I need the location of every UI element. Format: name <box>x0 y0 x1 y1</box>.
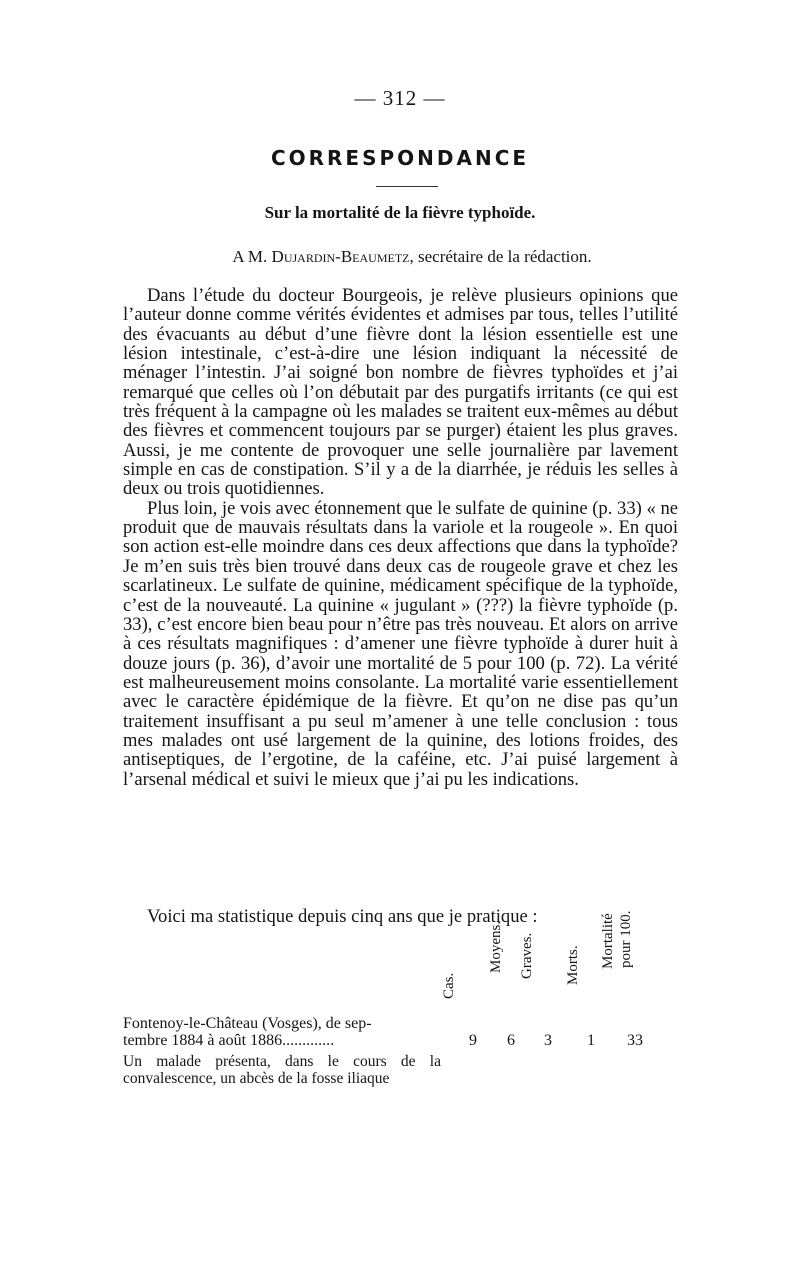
table-cell-morts: 1 <box>587 1032 595 1049</box>
table-cell-moyens: 6 <box>507 1032 515 1049</box>
addressee-name: Dujardin-Beaumetz <box>271 247 410 266</box>
article-title: Sur la mortalité de la fièvre typhoïde. <box>264 203 536 222</box>
table-cell-mortalite: 33 <box>627 1032 643 1049</box>
section-heading: CORRESPONDANCE <box>270 146 530 170</box>
table-note: Un malade présenta, dans le cours de la convalescence, un abcès de la fosse iliaque <box>123 1053 441 1087</box>
table-cell-cas: 9 <box>469 1032 477 1049</box>
column-header-graves: Graves. <box>519 932 535 979</box>
column-header-mortalite: Mortalité <box>600 913 616 970</box>
addressee-line <box>0 247 800 267</box>
row-label-line-1: Fontenoy-le-Château (Vosges), de sep- <box>123 1015 372 1032</box>
column-header-pour-100: pour 100. <box>618 910 634 968</box>
heading-divider <box>376 186 438 187</box>
statistics-intro: Voici ma statistique depuis cinq ans que je pratique : <box>147 906 538 927</box>
paragraph-1: Dans l’étude du docteur Bourgeois, je relève plusieurs opinions que l’auteur donne comme vérités évidentes et admises par tous, telles l’utilité des évacuants au début d’une fièvre dont la lésion essentielle est une lésion intestinale, c’est-à-dire une lésion indiquant la nécessité de ménager l’intestin. J’ai soigné bon nombre de fièvres typhoïdes et j’ai remarqué que celles où l’on débutait par des purgatifs irritants (ce qui est très fréquent à la campagne où les malades se traitent eux-mêmes au début des fièvres et commencent toujours par se purger) étaient les plus graves. Aussi, je me contente de provoquer une selle journalière par lavement simple en cas de constipation. S’il y a de la diarrhée, je réduis les selles à deux ou trois quotidiennes. <box>123 285 678 500</box>
addressee-suffix: , secrétaire de la rédaction. <box>409 247 592 266</box>
paragraph-2: Plus loin, je vois avec étonnement que le sulfate de quinine (p. 33) « ne produit que de mauvais résultats dans la variole et la rougeole ». En quoi son action est-elle moindre dans ces deux affections que dans la typhoïde? Je m’en suis très bien trouvé dans deux cas de rougeole grave et chez les scarlatineux. Le sulfate de quinine, médicament spécifique de la typhoïde, c’est de la nouveauté. La quinine « jugulant » (???) la fièvre typhoïde (p. 33), c’est encore bien beau pour n’être pas très nouveau. Et alors on arrive à ces résultats magnifiques : d’amener une fièvre typhoïde à durer huit à douze jours (p. 36), d’avoir une mortalité de 5 pour 100 (p. 72). La vérité est malheureusement moins consolante. La mortalité varie essentiellement avec le caractère épidémique de la fièvre. Et qu’on ne dise pas qu’un traitement insuffisant a pu seul m’amener à une telle conclusion : tous mes malades ont usé largement de la quinine, des lotions froides, des antiseptiques, de l’ergotine, de la caféine, etc. J’ai puisé largement à l’arsenal médical et suivi le mieux que j’ai pu les indications. <box>123 497 678 790</box>
table-row-label <box>123 1015 453 1049</box>
page-number: — 312 — <box>354 86 446 110</box>
letter-body <box>123 286 678 789</box>
column-header-cas: Cas. <box>441 972 457 999</box>
column-header-morts: Morts. <box>565 945 581 986</box>
table-cell-graves: 3 <box>544 1032 552 1049</box>
column-header-moyens: Moyens. <box>488 920 504 973</box>
row-label-line-2: tembre 1884 à août 1886............. <box>123 1032 335 1049</box>
addressee-prefix: A M. <box>232 247 272 266</box>
